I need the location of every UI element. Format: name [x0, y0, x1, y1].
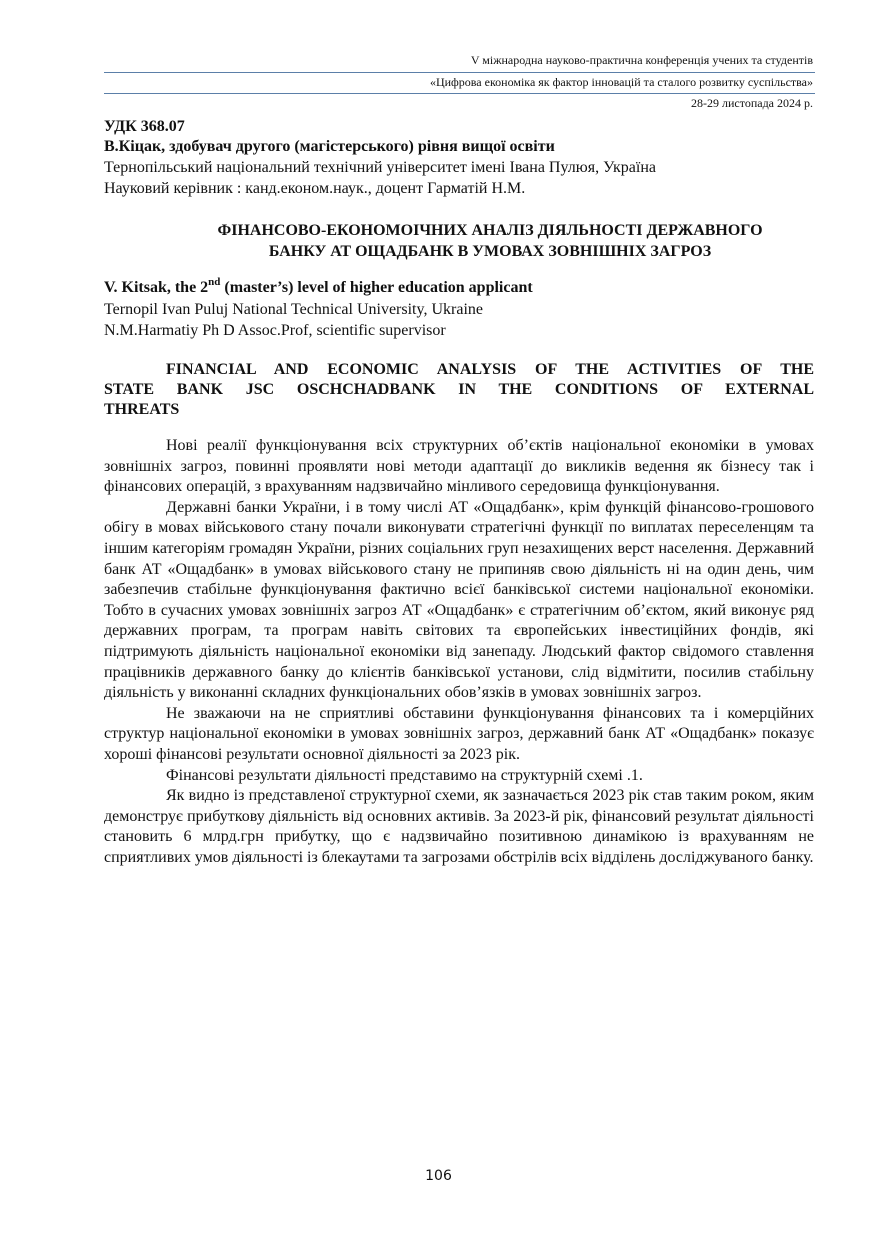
running-header-topic: «Цифрова економіка як фактор інновацій та сталого розвитку суспільства»: [429, 75, 813, 89]
page-number: 106: [425, 1168, 452, 1184]
ordinal-suffix: nd: [208, 275, 221, 288]
header-divider: [104, 93, 815, 94]
title-ukrainian-line: БАНКУ АТ ОЩАДБАНК В УМОВАХ ЗОВНІШНІХ ЗАГРОЗ: [268, 243, 712, 260]
paragraph: Фінансові результати діяльності представимо на структурній схемі .1.: [166, 766, 643, 784]
supervisor-english: N.M.Harmatiy Ph D Assoc.Prof, scientific supervisor: [104, 322, 446, 339]
body-text: [104, 436, 814, 868]
paragraph: Нові реалії функціонування всіх структурних об’єктів національної економіки в умовах зовнішніх загроз, повинні проявляти нові методи адаптації до викликів ведення як бізнесу так і фінансових операцій, з врахуванням надзвичайно мінливого середовища функціонування.: [104, 437, 814, 496]
author-ukrainian: В.Кіцак, здобувач другого (магістерського) рівня вищої освіти: [104, 138, 555, 155]
affiliation-english: Ternopil Ivan Puluj National Technical University, Ukraine: [104, 301, 483, 318]
title-english-line: FINANCIAL AND ECONOMIC ANALYSIS OF THE ACTIVITIES OF THE: [166, 361, 814, 378]
author-english-name: V. Kitsak, the 2: [104, 279, 209, 296]
title-ukrainian-line: ФІНАНСОВО-ЕКОНОМОІЧНИХ АНАЛІЗ ДІЯЛЬНОСТІ ДЕРЖАВНОГО: [217, 222, 763, 239]
title-english-line: THREATS: [104, 401, 180, 418]
paragraph: Державні банки України, і в тому числі АТ «Ощадбанк», крім функцій фінансово-грошового обігу в мовах військового стану почали виконувати стратегічні функції по виплатах переселенцям та іншим категоріям громадян України, різних соціальних груп незахищених верст населення. Державний банк АТ «Ощадбанк» в умовах військового стану не припиняв свою діяльність ні на один день, чим забезпечив стабільне функціонування фактично всієї банківської системи національної економіки. Тобто в сучасних умовах зовнішніх загроз АТ «Ощадбанк» є стратегічним об’єктом, який виконує ряд державних програм, та програм навіть світових та європейських інвестиційних фондів, які підтримують діяльність національної економіки від занепаду. Людський фактор свідомого ставлення працівників державного банку до клієнтів банківської установи, слід відмітити, посилив стабільну діяльність у виконанні складних функціональних обов’язків в умовах зовнішніх загроз.: [104, 498, 814, 702]
author-english: [104, 277, 814, 298]
paragraph: Як видно із представленої структурної схеми, як зазначається 2023 рік став таким роком, яким демонструє прибуткову діяльність від основних активів. За 2023-й рік, фінансовий результат діяльності становить 6 млрд.грн прибутку, що є надзвичайно позитивною динамікою із врахуванням не сприятливих умов діяльності із блекаутами та загрозами обстрілів всіх відділень досліджуваного банку.: [104, 787, 814, 866]
affiliation-ukrainian: Тернопільський національний технічний університет імені Івана Пулюя, Україна: [104, 159, 656, 176]
title-english-line: STATE BANK JSC OSCHCHADBANK IN THE CONDITIONS OF EXTERNAL: [104, 381, 814, 398]
udc-code: УДК 368.07: [104, 118, 185, 135]
header-divider: [104, 72, 815, 73]
supervisor-ukrainian: Науковий керівник : канд.економ.наук., доцент Гарматій Н.М.: [104, 180, 526, 197]
author-english-degree: (master’s) level of higher education applicant: [220, 279, 533, 296]
paragraph: Не зважаючи на не сприятливі обставини функціонування фінансових та і комерційних структур національної економіки в умовах зовнішніх загроз, державний банк АТ «Ощадбанк» показує хороші фінансові результати основної діяльності за 2023 рік.: [104, 704, 814, 763]
running-header-date: 28-29 листопада 2024 р.: [691, 96, 813, 110]
title-ukrainian: [170, 220, 810, 262]
running-header-conference: V міжнародна науково-практична конференція учених та студентів: [470, 53, 813, 67]
title-english: [104, 360, 814, 420]
